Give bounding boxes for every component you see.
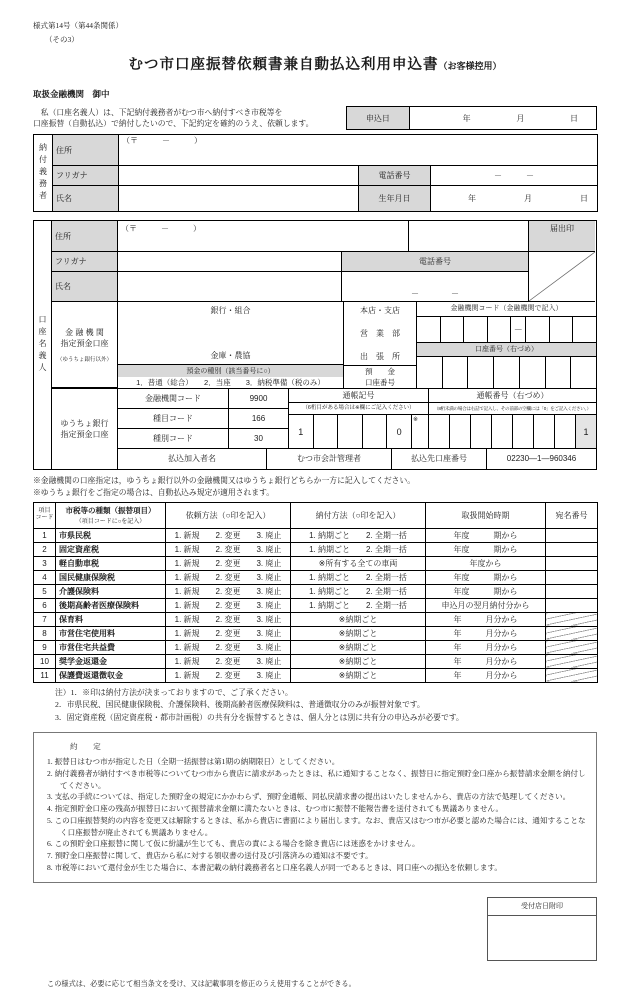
item-request[interactable]: 1. 新規 2. 変更 3. 廃止	[166, 584, 291, 598]
bank-code-header: 金融機関コード（金融機関で記入）	[417, 302, 596, 317]
note-1: 注）1．※印は納付方法が決まっておりますので、ご了承ください。	[55, 687, 293, 697]
yucho-row-name: 種別コード	[153, 434, 193, 443]
note-2: 2．市県民税、国民健康保険税、介護保険料、後期高齢者医療保険料は、普通徴収分のみが振替対象です。	[55, 700, 425, 710]
page-title	[33, 53, 597, 74]
item-name: 軽自動車税	[56, 556, 166, 570]
item-code: 9	[34, 640, 56, 654]
bank-account-boxes[interactable]	[417, 357, 596, 388]
bank-label	[52, 302, 118, 388]
item-code: 10	[34, 654, 56, 668]
item-row	[34, 556, 598, 570]
code-box[interactable]	[441, 317, 465, 342]
item-row	[34, 654, 598, 668]
passbook-mark-header: 通帳記号	[289, 389, 428, 403]
mark-box: 1	[289, 415, 314, 448]
reception-stamp-area[interactable]	[488, 916, 596, 960]
yucho-row-name: 金融機関コード	[118, 389, 228, 409]
agreement-item: 1. 振替日はむつ市が指定した日（全期一括振替は第1期の納期限日）としてください。	[47, 757, 340, 767]
item-start[interactable]: 年 月分から	[426, 612, 546, 626]
item-start[interactable]: 年度から	[426, 556, 546, 570]
code-box[interactable]	[526, 317, 550, 342]
payee-label: 払込加入者名	[118, 449, 267, 469]
yucho-row-value: 9900	[229, 389, 288, 409]
bank-name-bottom: 金庫・農協	[210, 351, 251, 361]
deposit-account-label	[344, 366, 416, 388]
item-start[interactable]: 年 月分から	[426, 626, 546, 640]
bank-block	[52, 302, 596, 388]
mid-note-1: ※金融機関の口座指定は，ゆうちょ銀行以外の金融機関又はゆうちょ銀行どちらか一方に記入してください。	[33, 476, 416, 485]
item-start[interactable]: 年度 期から	[426, 542, 546, 556]
item-name: 保育料	[56, 612, 166, 626]
seal-stamp-area[interactable]	[529, 252, 595, 302]
code-dash: －	[511, 317, 526, 342]
unit-year: 年	[468, 194, 476, 203]
item-request[interactable]: 1. 新規 2. 変更 3. 廃止	[166, 556, 291, 570]
item-row	[34, 570, 598, 584]
item-payment[interactable]: 1. 納期ごと 2. 全期一括	[291, 598, 426, 612]
item-name: 保護費返還徴収金	[56, 668, 166, 682]
no-box[interactable]	[471, 415, 492, 448]
passbook-no-note: （8桁未満の場合は右詰で記入し、その前部の空欄には「0」をご記入ください。）	[429, 403, 596, 415]
item-code: 3	[34, 556, 56, 570]
item-start[interactable]: 申込月の翌月納付分から	[426, 598, 546, 612]
branch-line3: 出 張 所	[360, 352, 400, 361]
account-box[interactable]	[494, 357, 520, 388]
item-payment[interactable]: ※納期ごと	[291, 654, 426, 668]
passbook-mark-note: （6桁目がある場合は※欄にご記入ください）	[289, 403, 428, 415]
payer-address-label: 住所	[53, 135, 119, 166]
item-name: 介護保険料	[56, 584, 166, 598]
code-box[interactable]	[464, 317, 488, 342]
payer-section-label: 納付義務者	[34, 135, 53, 212]
payer-table	[33, 134, 598, 212]
item-atena-na	[546, 668, 598, 682]
agreement-item: 7. 預貯金口座振替に関して、貴店から私に対する領収書の送付及び引落済みの通知は不要です。	[47, 851, 373, 861]
unit-month: 月	[524, 194, 532, 203]
code-box[interactable]	[488, 317, 512, 342]
item-name: 国民健康保険税	[56, 570, 166, 584]
header-item-code: 項目 コード	[34, 502, 56, 528]
mark-box[interactable]	[314, 415, 339, 448]
holder-phone-input[interactable]: － －	[342, 272, 529, 302]
item-start[interactable]: 年度 期から	[426, 528, 546, 542]
item-request[interactable]: 1. 新規 2. 変更 3. 廃止	[166, 528, 291, 542]
bank-code-boxes[interactable]	[417, 317, 596, 342]
item-code: 5	[34, 584, 56, 598]
agreement-title: 約 定	[70, 742, 105, 752]
agreement-item: 4. 指定預貯金口座の残高が振替日において振替請求金額に満たないときは、むつ市に振替不能報告書を送付されても異議ありません。	[47, 804, 504, 814]
item-request[interactable]: 1. 新規 2. 変更 3. 廃止	[166, 654, 291, 668]
branch-line1: 本店・支店	[360, 306, 400, 315]
account-box[interactable]	[520, 357, 546, 388]
item-atena[interactable]	[546, 528, 598, 542]
intro-line-2: 口座振替（自動払込）で納付したいので、下記約定を確約のうえ、依頼します。	[33, 119, 314, 129]
no-box[interactable]	[534, 415, 555, 448]
payer-address-input[interactable]: （〒 － ）	[119, 135, 598, 166]
holder-address-input[interactable]: （〒 － ）	[118, 221, 409, 252]
code-box[interactable]	[417, 317, 441, 342]
unit-day: 日	[580, 194, 588, 203]
reception-stamp-box	[487, 897, 597, 961]
item-payment[interactable]: ※納期ごと	[291, 640, 426, 654]
deposit-type-header: 預金の種別（該当番号に○）	[118, 365, 343, 377]
item-atena[interactable]	[546, 556, 598, 570]
holder-address-label: 住所	[52, 221, 118, 252]
no-box[interactable]	[513, 415, 534, 448]
addressee: 取扱金融機関 御中	[33, 89, 110, 99]
account-box[interactable]	[468, 357, 494, 388]
code-box[interactable]	[550, 317, 574, 342]
item-row	[34, 584, 598, 598]
payer-furigana-label: フリガナ	[53, 166, 119, 186]
unit-month: 月	[516, 113, 525, 123]
item-name: 市県民税	[56, 528, 166, 542]
item-atena-na	[546, 626, 598, 640]
agreement-item: 6. この預貯金口座振替に関して仮に紛議が生じても、貴店の責による場合を除き貴店には迷惑をかけません。	[47, 839, 420, 849]
mark-box: 0	[387, 415, 412, 448]
holder-address-input2[interactable]	[409, 221, 529, 252]
passbook-no-boxes[interactable]	[429, 415, 596, 448]
item-request[interactable]: 1. 新規 2. 変更 3. 廃止	[166, 668, 291, 682]
items-table	[33, 502, 598, 683]
yucho-label	[52, 389, 118, 469]
item-atena[interactable]	[546, 570, 598, 584]
item-payment[interactable]: ※所有する全ての車両	[291, 556, 426, 570]
header-payment: 納付方法（○印を記入）	[291, 502, 426, 528]
agreement-item: 3. 支払の手続については、指定した預貯金の規定にかかわらず、預貯金通帳、同払戻請求書の提出はいたしませんから、貴店の方法で処理してください。	[47, 792, 571, 802]
item-name: 市営住宅使用料	[56, 626, 166, 640]
bank-label-note: （ゆうちょ銀行以外）	[56, 356, 112, 363]
no-box[interactable]	[429, 415, 450, 448]
item-atena-na	[546, 654, 598, 668]
mark-box[interactable]	[338, 415, 363, 448]
yucho-row-name: 種目コード	[118, 409, 228, 429]
item-code: 7	[34, 612, 56, 626]
item-row	[34, 528, 598, 542]
agreement-box	[33, 732, 597, 882]
item-start[interactable]: 年 月分から	[426, 654, 546, 668]
item-payment[interactable]: ※納期ごと	[291, 668, 426, 682]
no-box[interactable]	[450, 415, 471, 448]
form-number: 様式第14号（第44条関係）	[33, 21, 123, 30]
item-start[interactable]: 年 月分から	[426, 640, 546, 654]
item-row	[34, 640, 598, 654]
item-name: 市営住宅共益費	[56, 640, 166, 654]
mid-note-2: ※ゆうちょ銀行をご指定の場合は、自動払込み規定が適用されます。	[33, 488, 275, 498]
item-code: 4	[34, 570, 56, 584]
intro-line-1: 私（口座名義人）は、下記納付義務者がむつ市へ納付すべき市税等を	[33, 107, 283, 117]
bank-name-top: 銀行・組合	[210, 306, 251, 315]
bank-account-header: 口座番号（右づめ）	[417, 343, 596, 357]
mark-extra-box[interactable]: ※	[412, 417, 418, 423]
item-payment[interactable]: 1. 納期ごと 2. 全期一括	[291, 542, 426, 556]
form-sub-number: （その3）	[45, 35, 79, 44]
header-request: 依頼方法（○印を記入）	[166, 502, 291, 528]
payer-phone-input[interactable]: － －	[431, 166, 598, 186]
item-request[interactable]: 1. 新規 2. 変更 3. 廃止	[166, 612, 291, 626]
account-box[interactable]	[443, 357, 469, 388]
item-atena[interactable]	[546, 584, 598, 598]
item-row	[34, 598, 598, 612]
item-code: 11	[34, 668, 56, 682]
item-code: 2	[34, 542, 56, 556]
item-code: 1	[34, 528, 56, 542]
apply-date-input[interactable]	[410, 107, 596, 129]
payer-phone-label: 電話番号	[359, 166, 431, 186]
item-code: 8	[34, 626, 56, 640]
branch-input[interactable]	[344, 302, 416, 366]
note-3: 3．固定資産税（固定資産税・都市計画税）の共有分を振替するときは、個人分とは別に共有分の申込みが必要です。	[55, 712, 464, 722]
item-row	[34, 542, 598, 556]
passbook-mark-boxes[interactable]	[289, 415, 428, 448]
agreement-item: 2. 納付義務者が納付すべき市税等についてむつ市から貴店に請求があったときは、私に通知することなく、振替日に指定預貯金口座から振替請求金額を納付してください。	[47, 768, 586, 790]
item-start[interactable]: 年度 期から	[426, 570, 546, 584]
holder-name-input[interactable]	[118, 272, 342, 302]
item-payment[interactable]: ※納期ごと	[291, 626, 426, 640]
no-box[interactable]	[555, 415, 576, 448]
unit-day: 日	[570, 113, 578, 123]
bank-label-line1: 金 融 機 関	[65, 327, 104, 337]
deposit-type-options[interactable]: 1．普通（総合） 2．当座 3．納税準備（税のみ）	[136, 378, 325, 387]
yucho-row-value: 30	[254, 434, 263, 443]
mark-box[interactable]	[363, 415, 388, 448]
item-request[interactable]: 1. 新規 2. 変更 3. 廃止	[166, 598, 291, 612]
account-box[interactable]	[417, 357, 443, 388]
no-box[interactable]	[492, 415, 513, 448]
account-box[interactable]	[546, 357, 572, 388]
account-holder-section	[33, 220, 597, 470]
bank-label-line2: 指定預金口座	[60, 338, 109, 348]
item-name: 固定資産税	[56, 542, 166, 556]
item-payment[interactable]: 1. 納期ごと 2. 全期一括	[291, 528, 426, 542]
code-box[interactable]	[573, 317, 596, 342]
yucho-label-line1: ゆうちょ銀行	[60, 419, 109, 428]
holder-name-label: 氏名	[52, 272, 118, 302]
item-atena[interactable]	[546, 598, 598, 612]
payee-value: むつ市会計管理者	[267, 449, 392, 469]
payer-name-label: 氏名	[53, 186, 119, 212]
agreement-item: 5. この口座振替契約の内容を変更又は解除するときは、私から貴店に書面により届出します。なお、貴店又はむつ市が必要と認めた場合には、通知することなく口座振替が廃止されても異議ありません。	[47, 815, 586, 837]
item-request[interactable]: 1. 新規 2. 変更 3. 廃止	[166, 626, 291, 640]
title-suffix: （お客様控用）	[438, 61, 502, 71]
holder-phone-label: 電話番号	[342, 252, 529, 272]
payee-account-value: 02230—1—960346	[506, 454, 577, 463]
item-request[interactable]: 1. 新規 2. 変更 3. 廃止	[166, 640, 291, 654]
header-atena: 宛名番号	[546, 502, 598, 528]
item-payment[interactable]: ※納期ごと	[291, 612, 426, 626]
item-code: 6	[34, 598, 56, 612]
payer-name-input[interactable]	[119, 186, 359, 212]
account-box[interactable]	[571, 357, 596, 388]
item-name: 後期高齢者医療保険料	[56, 598, 166, 612]
unit-year: 年	[462, 113, 471, 123]
payee-account-label: 払込先口座番号	[392, 449, 487, 469]
diagonal-line	[529, 252, 595, 301]
title-main: むつ市口座振替依頼書兼自動払込利用申込書	[128, 57, 439, 73]
bank-name-input[interactable]	[118, 302, 343, 365]
passbook-no-header: 通帳番号（右づめ）	[429, 389, 596, 403]
footer-note: この様式は、必要に応じて相当条文を受け、又は記載事項を修正のうえ使用することができる。	[47, 979, 356, 988]
holder-furigana-input[interactable]	[118, 252, 342, 272]
yucho-block	[52, 388, 596, 469]
item-start[interactable]: 年 月分から	[426, 668, 546, 682]
header-kind: 市税等の種類（振替項目） （項目コードに○を記入）	[56, 502, 166, 528]
intro-text	[33, 107, 344, 130]
apply-date-label: 申込日	[347, 107, 410, 129]
seal-label: 届出印	[529, 221, 595, 252]
branch-line2: 営 業 部	[360, 329, 400, 338]
reception-stamp-label: 受付店日附印	[488, 898, 596, 916]
item-request[interactable]: 1. 新規 2. 変更 3. 廃止	[166, 570, 291, 584]
header-start: 取扱開始時期	[426, 502, 546, 528]
payer-birth-label: 生年月日	[359, 186, 431, 212]
deposit-label-line2: 口座番号	[365, 378, 395, 387]
item-name: 奨学金返還金	[56, 654, 166, 668]
holder-furigana-label: フリガナ	[52, 252, 118, 272]
no-box-fixed: 1	[576, 415, 596, 448]
agreement-item: 8. 市税等において還付金が生じた場合に、本書記載の納付義務者名と口座名義人が同一であるときは、同口座への振込を依頼します。	[47, 863, 503, 872]
item-row	[34, 626, 598, 640]
holder-section-label: 口座名義人	[34, 221, 52, 469]
item-request[interactable]: 1. 新規 2. 変更 3. 廃止	[166, 542, 291, 556]
item-payment[interactable]: 1. 納期ごと 2. 全期一括	[291, 584, 426, 598]
payee-row	[118, 448, 596, 469]
apply-date-field	[346, 106, 597, 130]
payer-birth-input[interactable]	[431, 186, 598, 212]
yucho-label-line2: 指定預金口座	[60, 430, 109, 439]
item-payment[interactable]: 1. 納期ごと 2. 全期一括	[291, 570, 426, 584]
item-atena-na	[546, 612, 598, 626]
deposit-label-line1: 預 金	[365, 367, 395, 376]
payer-furigana-input[interactable]	[119, 166, 359, 186]
yucho-row-value: 166	[229, 409, 288, 429]
item-row	[34, 668, 598, 682]
item-row	[34, 612, 598, 626]
item-start[interactable]: 年度 期から	[426, 584, 546, 598]
item-atena-na	[546, 640, 598, 654]
item-atena[interactable]	[546, 542, 598, 556]
